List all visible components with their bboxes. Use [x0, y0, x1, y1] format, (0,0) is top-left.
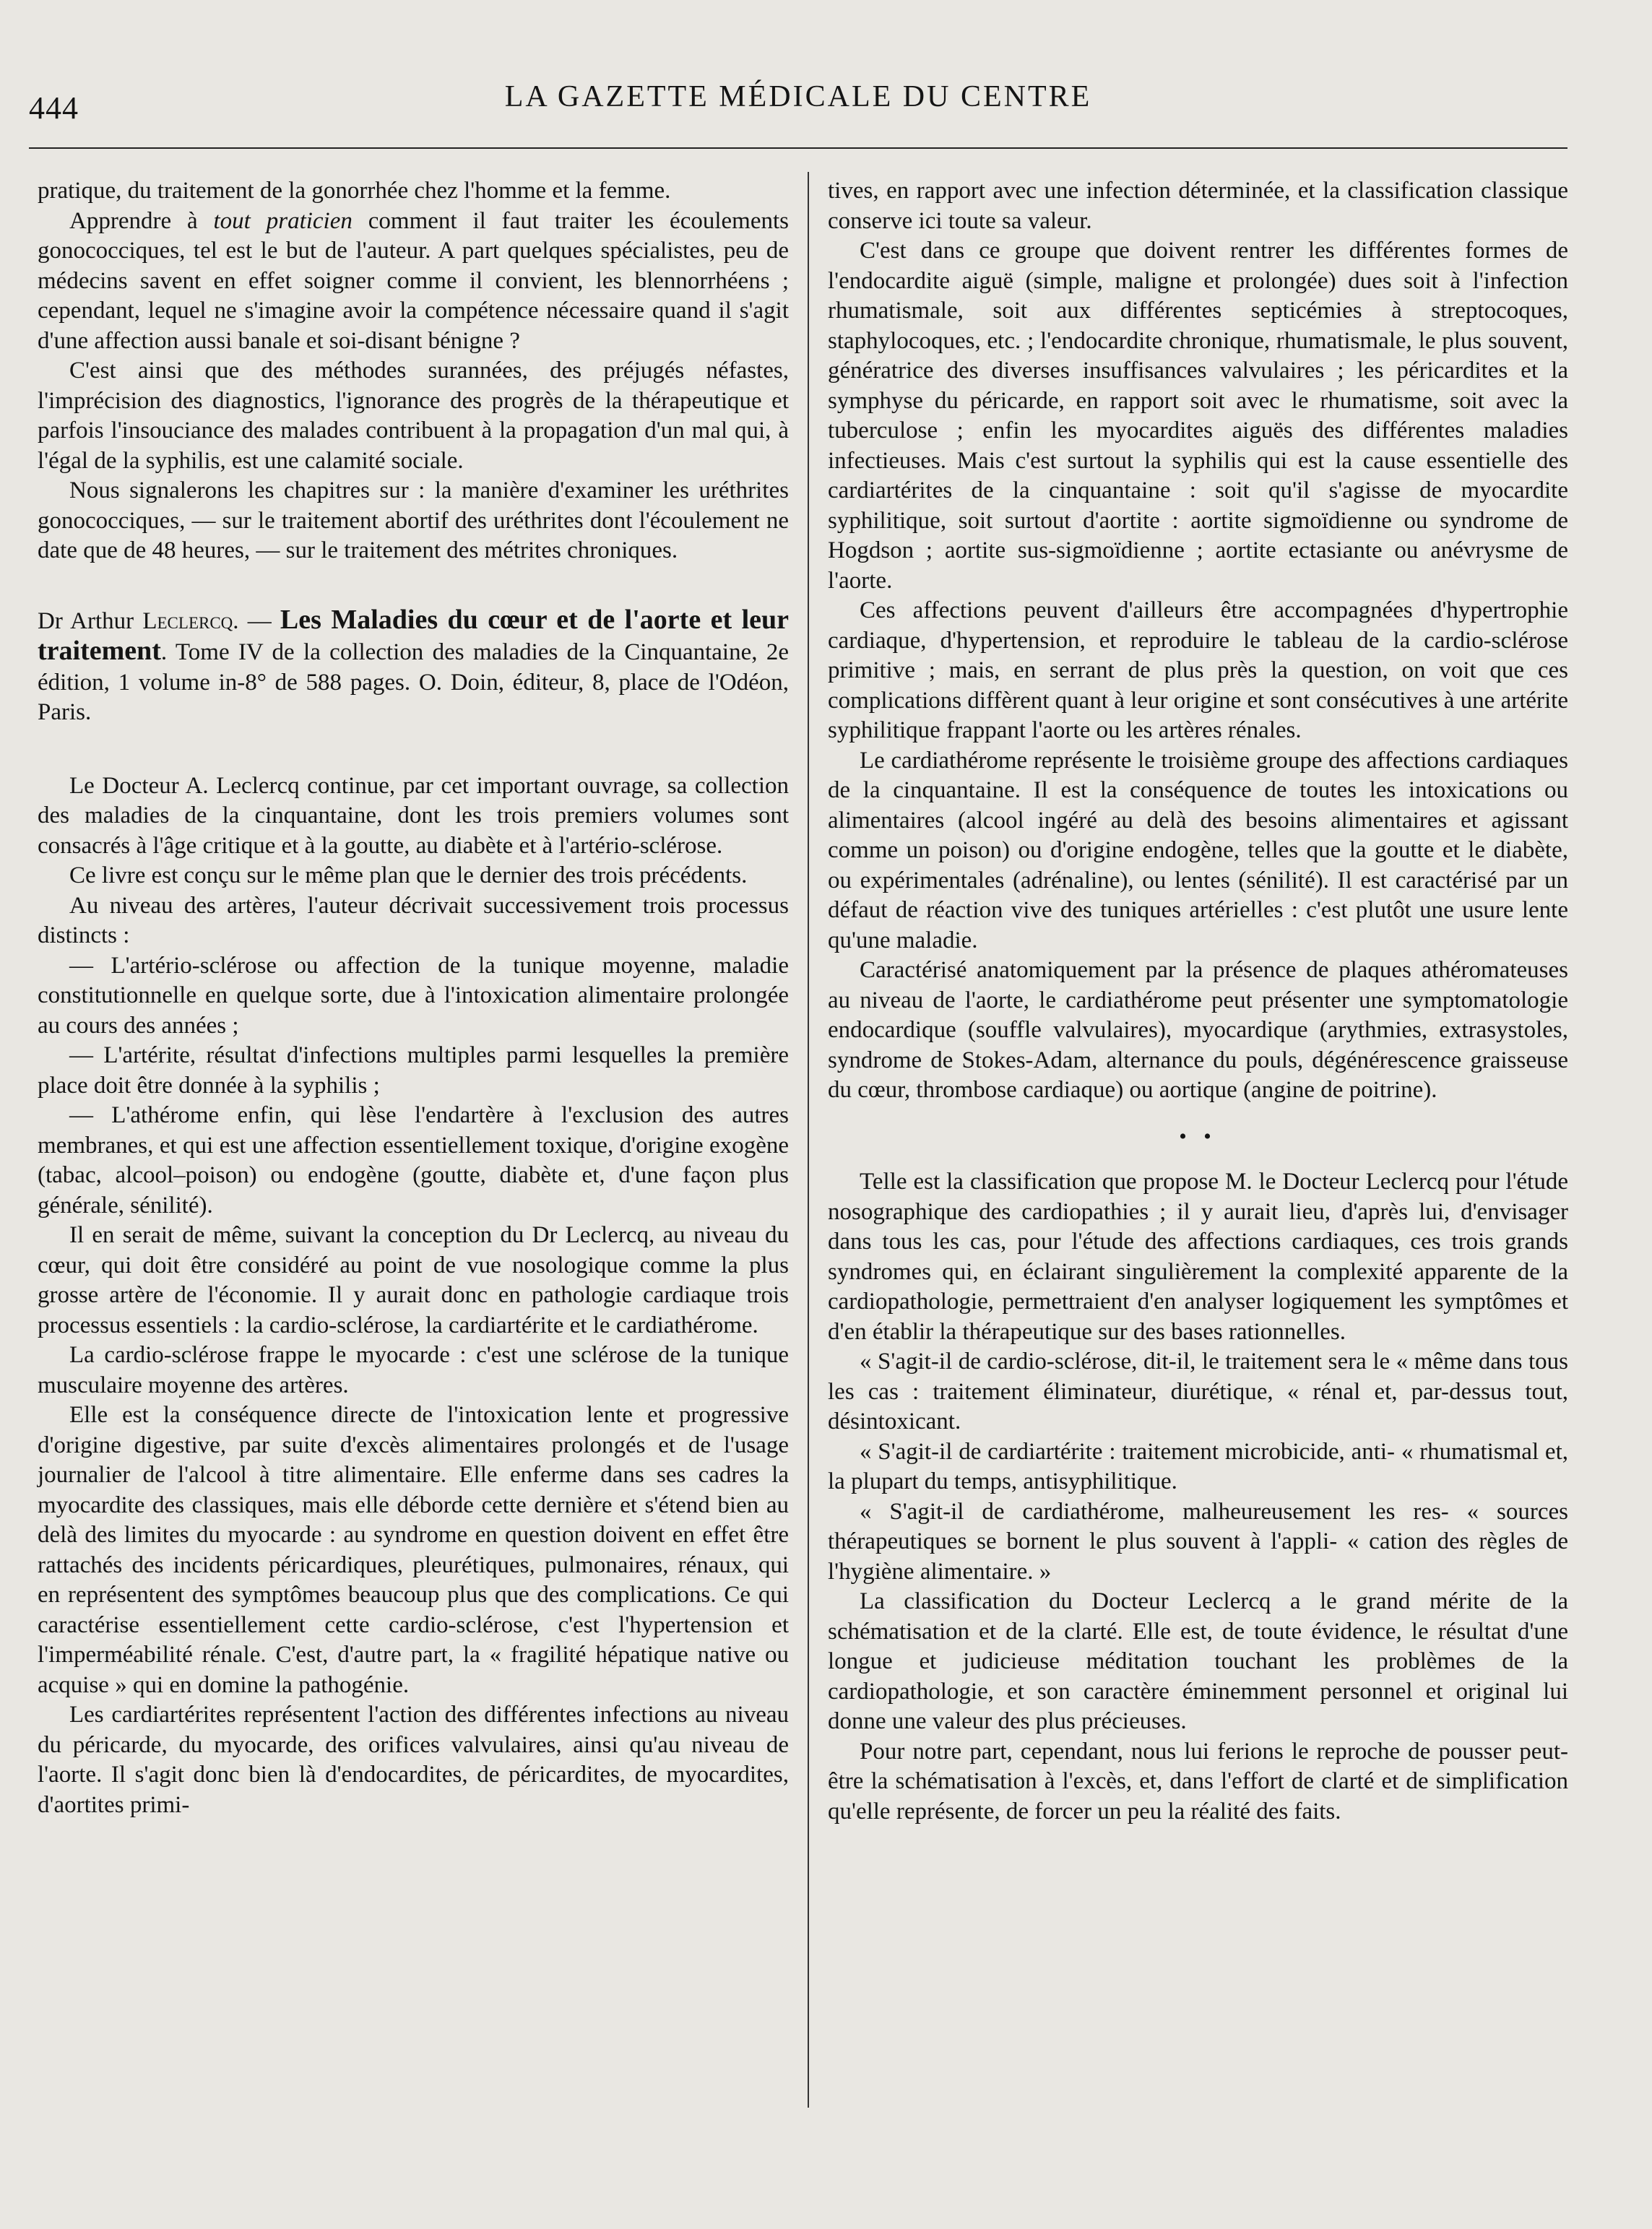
paragraph: Au niveau des artères, l'auteur décrivait successivement trois processus distincts : [38, 892, 789, 948]
paragraph: tives, en rapport avec une infection déterminée, et la classification classique conserve ici toute sa valeur. [828, 178, 1568, 234]
spacer [38, 566, 789, 605]
column-divider [808, 172, 809, 2108]
page-header [29, 72, 1567, 137]
paragraph: La classification du Docteur Leclercq a le grand mérite de la schématisation et de la clarté. Elle est, de toute évidence, le résultat d'une longue et judicieuse méditation touchant les problèmes de la cardiopathologie, et son caractère éminemment personnel et original lui donne une valeur des plus précieuses. [828, 1588, 1568, 1734]
section-separator: • • [1179, 1124, 1217, 1148]
book-title: Les Maladies du cœur et de l'aorte et leur traitement [38, 604, 789, 666]
paragraph: Telle est la classification que propose M. le Docteur Leclercq pour l'étude nosographique des cardiopathies ; il y aurait lieu, d'après lui, d'envisager dans tous les cas, pour l'étude des affections cardiaques, ces trois grands syndromes qui, en éclairant singulièrement la complexité apparente de la cardiopathologie, permettraient d'en analyser logiquement les symptômes et d'en établir la thérapeutique sur des bases rationnelles. [828, 1169, 1568, 1345]
right-column [828, 176, 1568, 1827]
paragraph: — L'athérome enfin, qui lèse l'endartère à l'exclusion des autres membranes, et qui est une affection essentiellement toxique, d'origine exogène (tabac, alcool–poison) ou endogène (goutte, diabète et, d'une façon plus générale, sénilité). [38, 1102, 789, 1219]
book-details: . Tome IV de la collection des maladies de la Cinquantaine, 2e édition, 1 volume in-8° de 588 pages. O. Doin, éditeur, 8, place de l'Odéon, Paris. [38, 639, 789, 725]
paragraph: Nous signalerons les chapitres sur : la manière d'examiner les uréthrites gonococciques, — sur le traitement abortif des uréthrites dont l'écoulement ne date que de 48 heures, — sur le traitement des métrites chroniques. [38, 477, 789, 563]
paragraph: Apprendre à tout praticien comment il faut traiter les écoulements gonococciques, tel est le but de l'auteur. A part quelques spécialistes, peu de médecins savent en effet soigner comme il convient, les blennorrhéens ; cependant, lequel ne s'imagine avoir la compétence nécessaire quand il s'agit d'une affection aussi banale et soi-disant bénigne ? [38, 207, 789, 354]
paragraph: Ce livre est conçu sur le même plan que le dernier des trois précédents. [69, 862, 748, 888]
quotation: « S'agit-il de cardiathérome, malheureusement les res- « sources thérapeutiques se bornent le plus souvent à l'appli- « cation des règles de l'hygiène alimentaire. » [828, 1498, 1568, 1585]
spacer [828, 1106, 1568, 1122]
paragraph: C'est ainsi que des méthodes surannées, des préjugés néfastes, l'imprécision des diagnostics, l'ignorance des progrès de la thérapeutique et parfois l'insouciance des malades contribuent à la propagation d'un mal qui, à l'égal de la syphilis, est une calamité sociale. [38, 358, 789, 474]
paragraph: Elle est la conséquence directe de l'intoxication lente et progressive d'origine digestive, par suite d'excès alimentaires prolongés et de l'usage journalier de l'alcool à titre alimentaire. Elle enferme dans ses cadres la myocardite des classiques, mais elle déborde cette dernière et s'étend bien au delà des limites du myocarde : au syndrome en question doivent en effet être rattachés des incidents péricardiques, pleurétiques, pulmonaires, rénaux, qui en représentent des symptômes beaucoup plus que des complications. Ce qui caractérise essentiellement cette cardio-sclérose, c'est l'hypertension et l'imperméabilité rénale. C'est, d'autre part, la « fragilité hépatique native ou acquise » qui en domine la pathogénie. [38, 1402, 789, 1698]
paragraph: — L'artério-sclérose ou affection de la tunique moyenne, maladie constitutionnelle en quelque sorte, due à l'intoxication alimentaire prolongée au cours des années ; [38, 952, 789, 1039]
quotation: « S'agit-il de cardiartérite : traitement microbicide, anti- « rhumatismal et, la plupart du temps, antisyphilitique. [828, 1438, 1568, 1494]
header-rule [29, 147, 1567, 149]
book-review-heading: Dr Arthur Leclercq. — Les Maladies du cœur et de l'aorte et leur traitement. Tome IV de la collection des maladies de la Cinquantaine, 2e édition, 1 volume in-8° de 588 pages. O. Doin, éditeur, 8, place de l'Odéon, Paris. [38, 604, 789, 725]
paragraph: — L'artérite, résultat d'infections multiples parmi lesquelles la première place doit être donnée à la syphilis ; [38, 1042, 789, 1099]
paragraph: C'est dans ce groupe que doivent rentrer les différentes formes de l'endocardite aiguë (simple, maligne et prolongée) dues soit à l'infection rhumatismale, soit aux différentes septicémies à streptocoques, staphylocoques, etc. ; l'endocardite chronique, rhumatismale, le plus souvent, génératrice des diverses insuffisances valvulaires ; les péricardites et la symphyse du péricarde, en rapport soit avec le rhumatisme, soit avec la tuberculose ; enfin les myocardites aiguës des différentes maladies infectieuses. Mais c'est surtout la syphilis qui est la cause essentielle des cardiartérites de la cinquantaine : soit qu'il s'agisse de myocardite syphilitique, soit surtout d'aortite : aortite sigmoïdienne ou syndrome de Hogdson ; aortite sus-sigmoïdienne ; aortite ectasiante ou anévrysme de l'aorte. [828, 238, 1568, 594]
paragraph: Les cardiartérites représentent l'action des différentes infections au niveau du péricarde, du myocarde, des orifices valvulaires, ainsi qu'au niveau de l'aorte. Il s'agit donc bien là d'endocardites, de péricardites, de myocardites, d'aortites primi- [38, 1702, 789, 1818]
left-column [38, 176, 789, 1820]
paragraph: Pour notre part, cependant, nous lui ferions le reproche de pousser peut-être la schématisation à l'excès, et, dans l'effort de clarté et de simplification qu'elle représente, de forcer un peu la réalité des faits. [828, 1738, 1568, 1825]
quotation: « S'agit-il de cardio-sclérose, dit-il, le traitement sera le « même dans tous les cas : traitement éliminateur, diurétique, « rénal et, par-dessus tout, désintoxicant. [828, 1349, 1568, 1434]
paragraph: pratique, du traitement de la gonorrhée chez l'homme et la femme. [38, 178, 671, 204]
page-number: 444 [29, 90, 79, 126]
paragraph: Caractérisé anatomiquement par la présence de plaques athéromateuses au niveau de l'aorte, le cardiathérome peut présenter une symptomatologie endocardique (souffle valvulaires), myocardique (arythmies, extrasystoles, syndrome de Stokes-Adam, alternance du pouls, dégénérescence graisseuse du cœur, thrombose cardiaque) ou aortique (angine de poitrine). [828, 957, 1568, 1103]
spacer [38, 728, 789, 771]
paragraph: Le cardiathérome représente le troisième groupe des affections cardiaques de la cinquantaine. Il est la conséquence de toutes les intoxications ou alimentaires (alcool ingéré au delà des besoins alimentaires et agissant comme un poison) ou d'origine endogène, telles que la goutte et le diabète, ou expérimentales (adrénaline), ou lentes (sénilité). Il est caractérisé par un défaut de réaction vive des tuniques artérielles : c'est plutôt une usure lente qu'une maladie. [828, 747, 1568, 953]
journal-title: LA GAZETTE MÉDICALE DU CENTRE [504, 80, 1092, 113]
emphasis: tout praticien [213, 207, 353, 234]
paragraph: Il en serait de même, suivant la conception du Dr Leclercq, au niveau du cœur, qui doit être considéré au point de vue nosologique comme la plus grosse artère de l'économie. Il y aurait donc en pathologie cardiaque trois processus essentiels : la cardio-sclérose, la cardiartérite et le cardiathérome. [38, 1222, 789, 1338]
paragraph: Le Docteur A. Leclercq continue, par cet important ouvrage, sa collection des maladies de la cinquantaine, dont les trois premiers volumes sont consacrés à l'âge critique et à la goutte, au diabète et à l'artério-sclérose. [38, 772, 789, 859]
paragraph: Ces affections peuvent d'ailleurs être accompagnées d'hypertrophie cardiaque, d'hypertension, et reproduire le tableau de la cardio-sclérose primitive ; mais, en serrant de plus près la question, on voit que ces complications diffèrent quant à leur origine et sont consécutives à une artérite syphilitique frappant l'aorte ou les artères rénales. [828, 597, 1568, 743]
spacer [828, 1151, 1568, 1167]
author-name: Leclercq [142, 607, 233, 634]
paragraph: La cardio-sclérose frappe le myocarde : c'est une sclérose de la tunique musculaire moyenne des artères. [38, 1342, 789, 1398]
